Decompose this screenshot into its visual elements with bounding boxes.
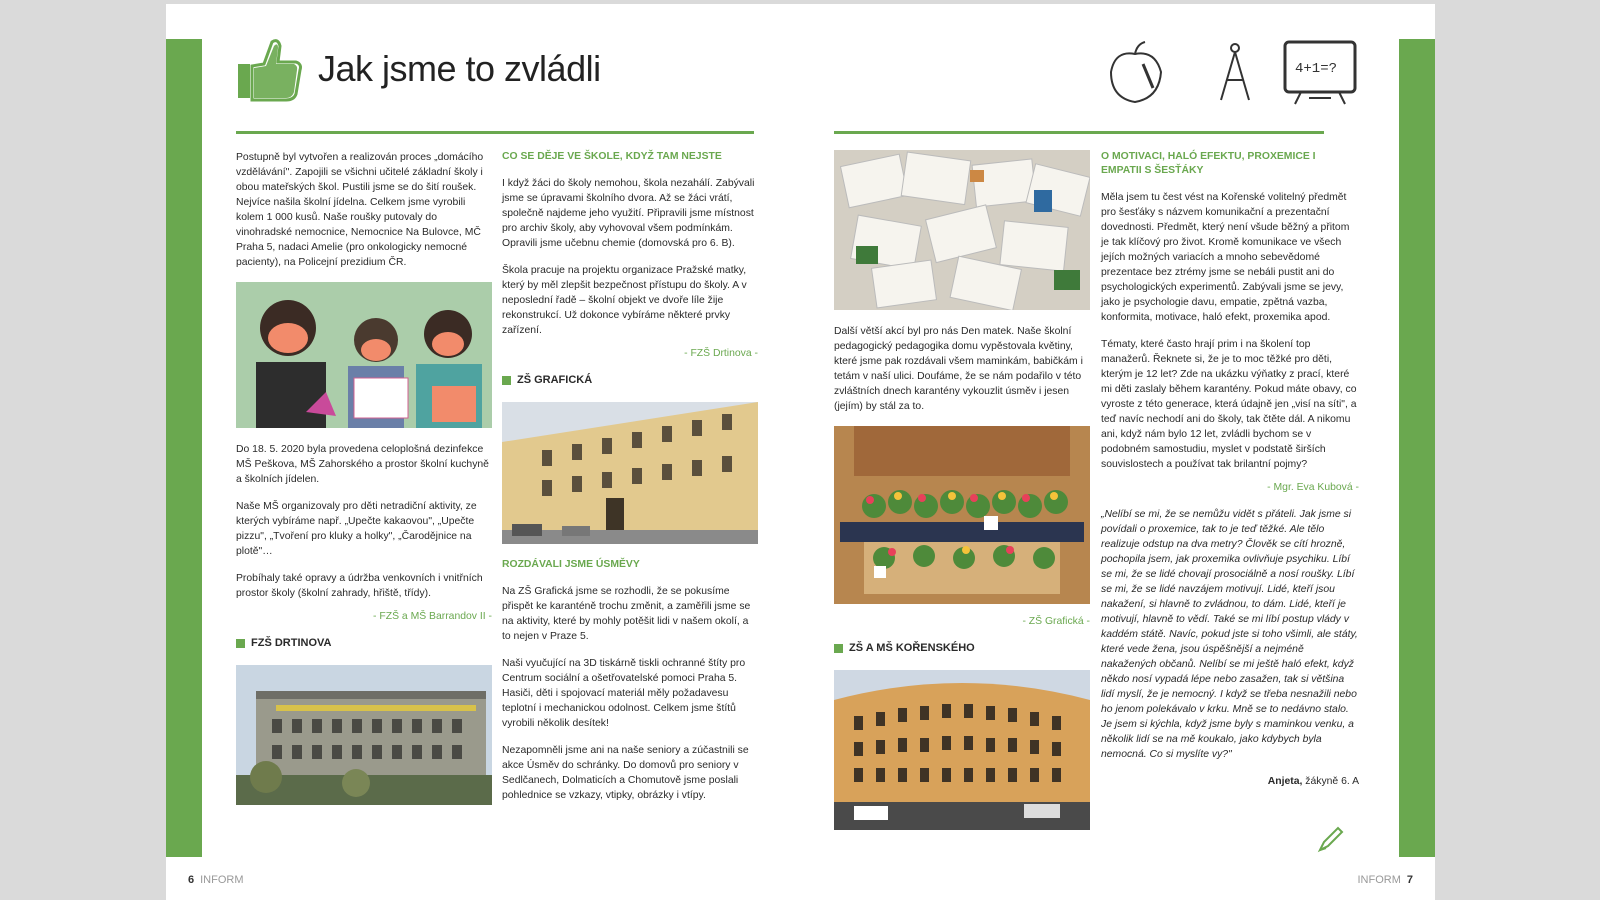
- school-heading-graficka: [502, 373, 758, 388]
- col2-heading-2: ROZDÁVALI JSME ÚSMĚVY: [502, 559, 640, 570]
- col4-signature: - Mgr. Eva Kubová -: [1267, 482, 1359, 493]
- chalkboard-text: 4+1=?: [1295, 61, 1338, 77]
- column-1: [236, 150, 492, 819]
- col2-paragraph-3: Na ZŠ Grafická jsme se rozhodli, že se pokusíme přispět ke karanténě trochu změnit, a zaměřili jsme se na aktivity, které by mohly potěšit lidi v našem okolí, a to nejen v Praze 5.: [502, 586, 751, 642]
- chalkboard-icon: [1285, 42, 1355, 104]
- school-icons: [1105, 38, 1365, 108]
- magazine-spread: [166, 4, 1435, 900]
- col4-paragraph-1: Měla jsem tu čest vést na Kořenské volitelný předmět pro šesťáky s názvem komunikační a prezentační dovednosti. Předmět, který není všude běžný a přitom je tak klíčový pro život. Kromě komunikace ve všech jejích možných variacích a mnoho sebevědomé prezentace bez ztrémy jsme se nebáli pustit ani do psychologických experimentů. Zabývali jsme se jevy, jako je psychologie davu, empatie, zpětná vazba, konformita, motivace, haló efekt, proxemika apod.: [1101, 192, 1350, 323]
- green-square-bullet: [834, 644, 843, 653]
- col4-quote: „Nelíbí se mi, že se nemůžu vidět s přáteli. Jak jsme si povídali o proxemice, tak to je teď těžké. Ale tělo realizuje odstup na dva metry? Člověk se cítí hrozně, pochopila jsem, jak proxemika ovlivňuje psychiku. Líbí se mi, že se lidé chovají prosociálně a nosí roušky. Líbí se mi, že se lidé navzájem motivují. Lidé, kteří jsou nakažení, si hlavně to zvládnou, to dám. Lidé, kteří je motivují, hlavně to vědí. Také se mi líbí postup vlády v kaddém státě. Navíc, pokud jste si toho všimli, ale státy, které vede žena, jsou úspěšnější a nejméně nakažených občanů. Nelíbí se mi ještě haló efekt, když někdo nosí vypadá lépe nebo zasažen, tak si většina lidí myslí, že je nemocný. I když se třeba nesnažili nebo ho jenom polekávalo v krku. Mně se to nedávno stalo. Je jsem si kýchla, když jsme byly s maminkou venku, a několik lidí se na mě koukalo, jako kdybych byla nemocná. Co si myslíte vy?": [1101, 509, 1358, 760]
- drtinova-building-photo: [236, 665, 492, 805]
- masks-photo: [236, 282, 492, 428]
- postcards-photo: [834, 150, 1090, 310]
- korenskeho-building-photo: [834, 670, 1090, 830]
- col2-paragraph-4: Naši vyučující na 3D tiskárně tiskli ochranné štíty pro Centrum sociální a ošetřovatelské pomoci Praha 5. Hasiči, děti i spojovací materiál měly požadavesu teplotní i mechanickou odolnost. Celkem jsme štítů vyrobili několik desítek!: [502, 658, 746, 729]
- school-name: FZŠ DRTINOVA: [251, 637, 332, 649]
- green-square-bullet: [236, 639, 245, 648]
- col2-paragraph-1: I když žáci do školy nemohou, škola nezahálí. Zabývali jsme se úpravami školního dvora. Až se žáci vrátí, společně najdeme jeho využití. Připravili jsme místnost pro archiv školy, aby vyhovoval všem podmínkám. Opravili jsme učebnu chemie (domovská pro 6. B).: [502, 178, 755, 249]
- col1-paragraph-4: Probíhaly také opravy a údržba venkovních i vnitřních prostor školy (školní zahrady, hřiště, třídy).: [236, 573, 483, 599]
- col1-paragraph-1: Postupně byl vytvořen a realizován proces „domácího vzdělávání". Zapojili se všichni učitelé základní školy i obou mateřských škol. Pustili jsme se do šití roušek. Nejvíce našila školní jídelna. Celkem jsme vyrobili kolem 1 000 kusů. Naše roušky putovaly do vinohradské nemocnice, Nemocnice Na Bulovce, MČ Praha 5, nadaci Amelie (pro onkologicky nemocné pacienty), na Policejní prezidium ČR.: [236, 152, 484, 268]
- right-green-bar: [1399, 39, 1435, 857]
- column-2: [502, 150, 758, 815]
- left-title-rule: [236, 131, 754, 134]
- col1-signature: - FZŠ a MŠ Barrandov II -: [373, 611, 492, 622]
- col2-heading-1: CO SE DĚJE VE ŠKOLE, KDYŽ TAM NEJSTE: [502, 151, 722, 162]
- magazine-name-left: INFORM: [200, 874, 244, 886]
- column-4: [1101, 150, 1359, 801]
- page-number-left: 6: [188, 874, 195, 886]
- col1-paragraph-2: Do 18. 5. 2020 byla provedena celoplošná dezinfekce MŠ Peškova, MŠ Zahorského a prostor školní kuchyně a školních jídelen.: [236, 444, 489, 485]
- footer-right: [1357, 874, 1413, 886]
- author-name: Anjeta,: [1267, 776, 1303, 787]
- col4-paragraph-2: Tématy, které často hrají prim i na školení top manažerů. Řeknete si, že je to moc těžké pro děti, kterým je 12 let? Zde na ukázku výňatky z prací, které mi děti zaslaly během karantény. Pokud máte obavy, co vyroste z této generace, která údajně jen „visí na síti", a teď navíc nechodí ani do školy, tak čtěte dál. A nikomu ani, když nám bylo 12 let, zvládli bychom se v podobném samostudiu, myslet v podstatě širších souvislostech a používat tak brilantní pojmy?: [1101, 339, 1357, 470]
- author-class: žákyně 6. A: [1305, 776, 1359, 787]
- graficka-building-photo: [502, 402, 758, 544]
- green-square-bullet: [502, 376, 511, 385]
- pencil-icon: [1316, 824, 1346, 854]
- right-title-rule: [834, 131, 1324, 134]
- school-name: ZŠ GRAFICKÁ: [517, 374, 593, 386]
- flowers-photo: [834, 426, 1090, 604]
- col3-paragraph-1: Další větší akcí byl pro nás Den matek. Naše školní pedagogický pedagogika domu vypěstovala květiny, které jsme pak rozdávali všem maminkám, babičkám i tetám v naší ulici. Doufáme, že se nám podařilo v této zvláštních dnech karantény vykouzlit úsměv i jesen (jejím) by stál za to.: [834, 326, 1083, 412]
- col1-paragraph-3: Naše MŠ organizovaly pro děti netradiční aktivity, ze kterých vybíráme např. „Upečte kakaovou", „Upečte pizzu", „Tvoření pro kluky a holky", „Čarodějnice na plotě"…: [236, 501, 477, 557]
- left-green-bar: [166, 39, 202, 857]
- page-number-right: 7: [1406, 874, 1413, 886]
- footer-left: [188, 874, 244, 886]
- col2-signature: - FZŠ Drtinova -: [684, 348, 758, 359]
- magazine-name-right: INFORM: [1357, 874, 1401, 886]
- column-3: [834, 150, 1090, 844]
- col2-paragraph-2: Škola pracuje na projektu organizace Pražské matky, který by měl zlepšit bezpečnost přístupu do školy. A v neposlední řadě – školní objekt ve dvoře líle žije rekonstrukcí. Už dokonce vybíráme některé prvky zařízení.: [502, 265, 747, 336]
- school-heading-korenskeho: [834, 641, 1090, 656]
- school-name: ZŠ A MŠ KOŘENSKÉHO: [849, 642, 975, 654]
- col4-author: [1101, 774, 1359, 789]
- col3-signature: - ZŠ Grafická -: [1022, 616, 1090, 627]
- col2-paragraph-5: Nezapomněli jsme ani na naše seniory a zúčastnili se akce Úsměv do schránky. Do domovů pro seniory v Sedlčanech, Dolmaticích a Chomutově jsme poslali pohlednice se vzkazy, vtipky, obrázky i vtípy.: [502, 745, 749, 801]
- col4-heading: O MOTIVACI, HALÓ EFEKTU, PROXEMICE I EMPATII S ŠESŤÁKY: [1101, 151, 1316, 176]
- page-title: Jak jsme to zvládli: [318, 48, 601, 89]
- school-heading-drtinova: [236, 636, 492, 651]
- compass-icon: [1221, 44, 1249, 100]
- thumbs-up-icon: [236, 36, 304, 104]
- apple-icon: [1111, 42, 1161, 102]
